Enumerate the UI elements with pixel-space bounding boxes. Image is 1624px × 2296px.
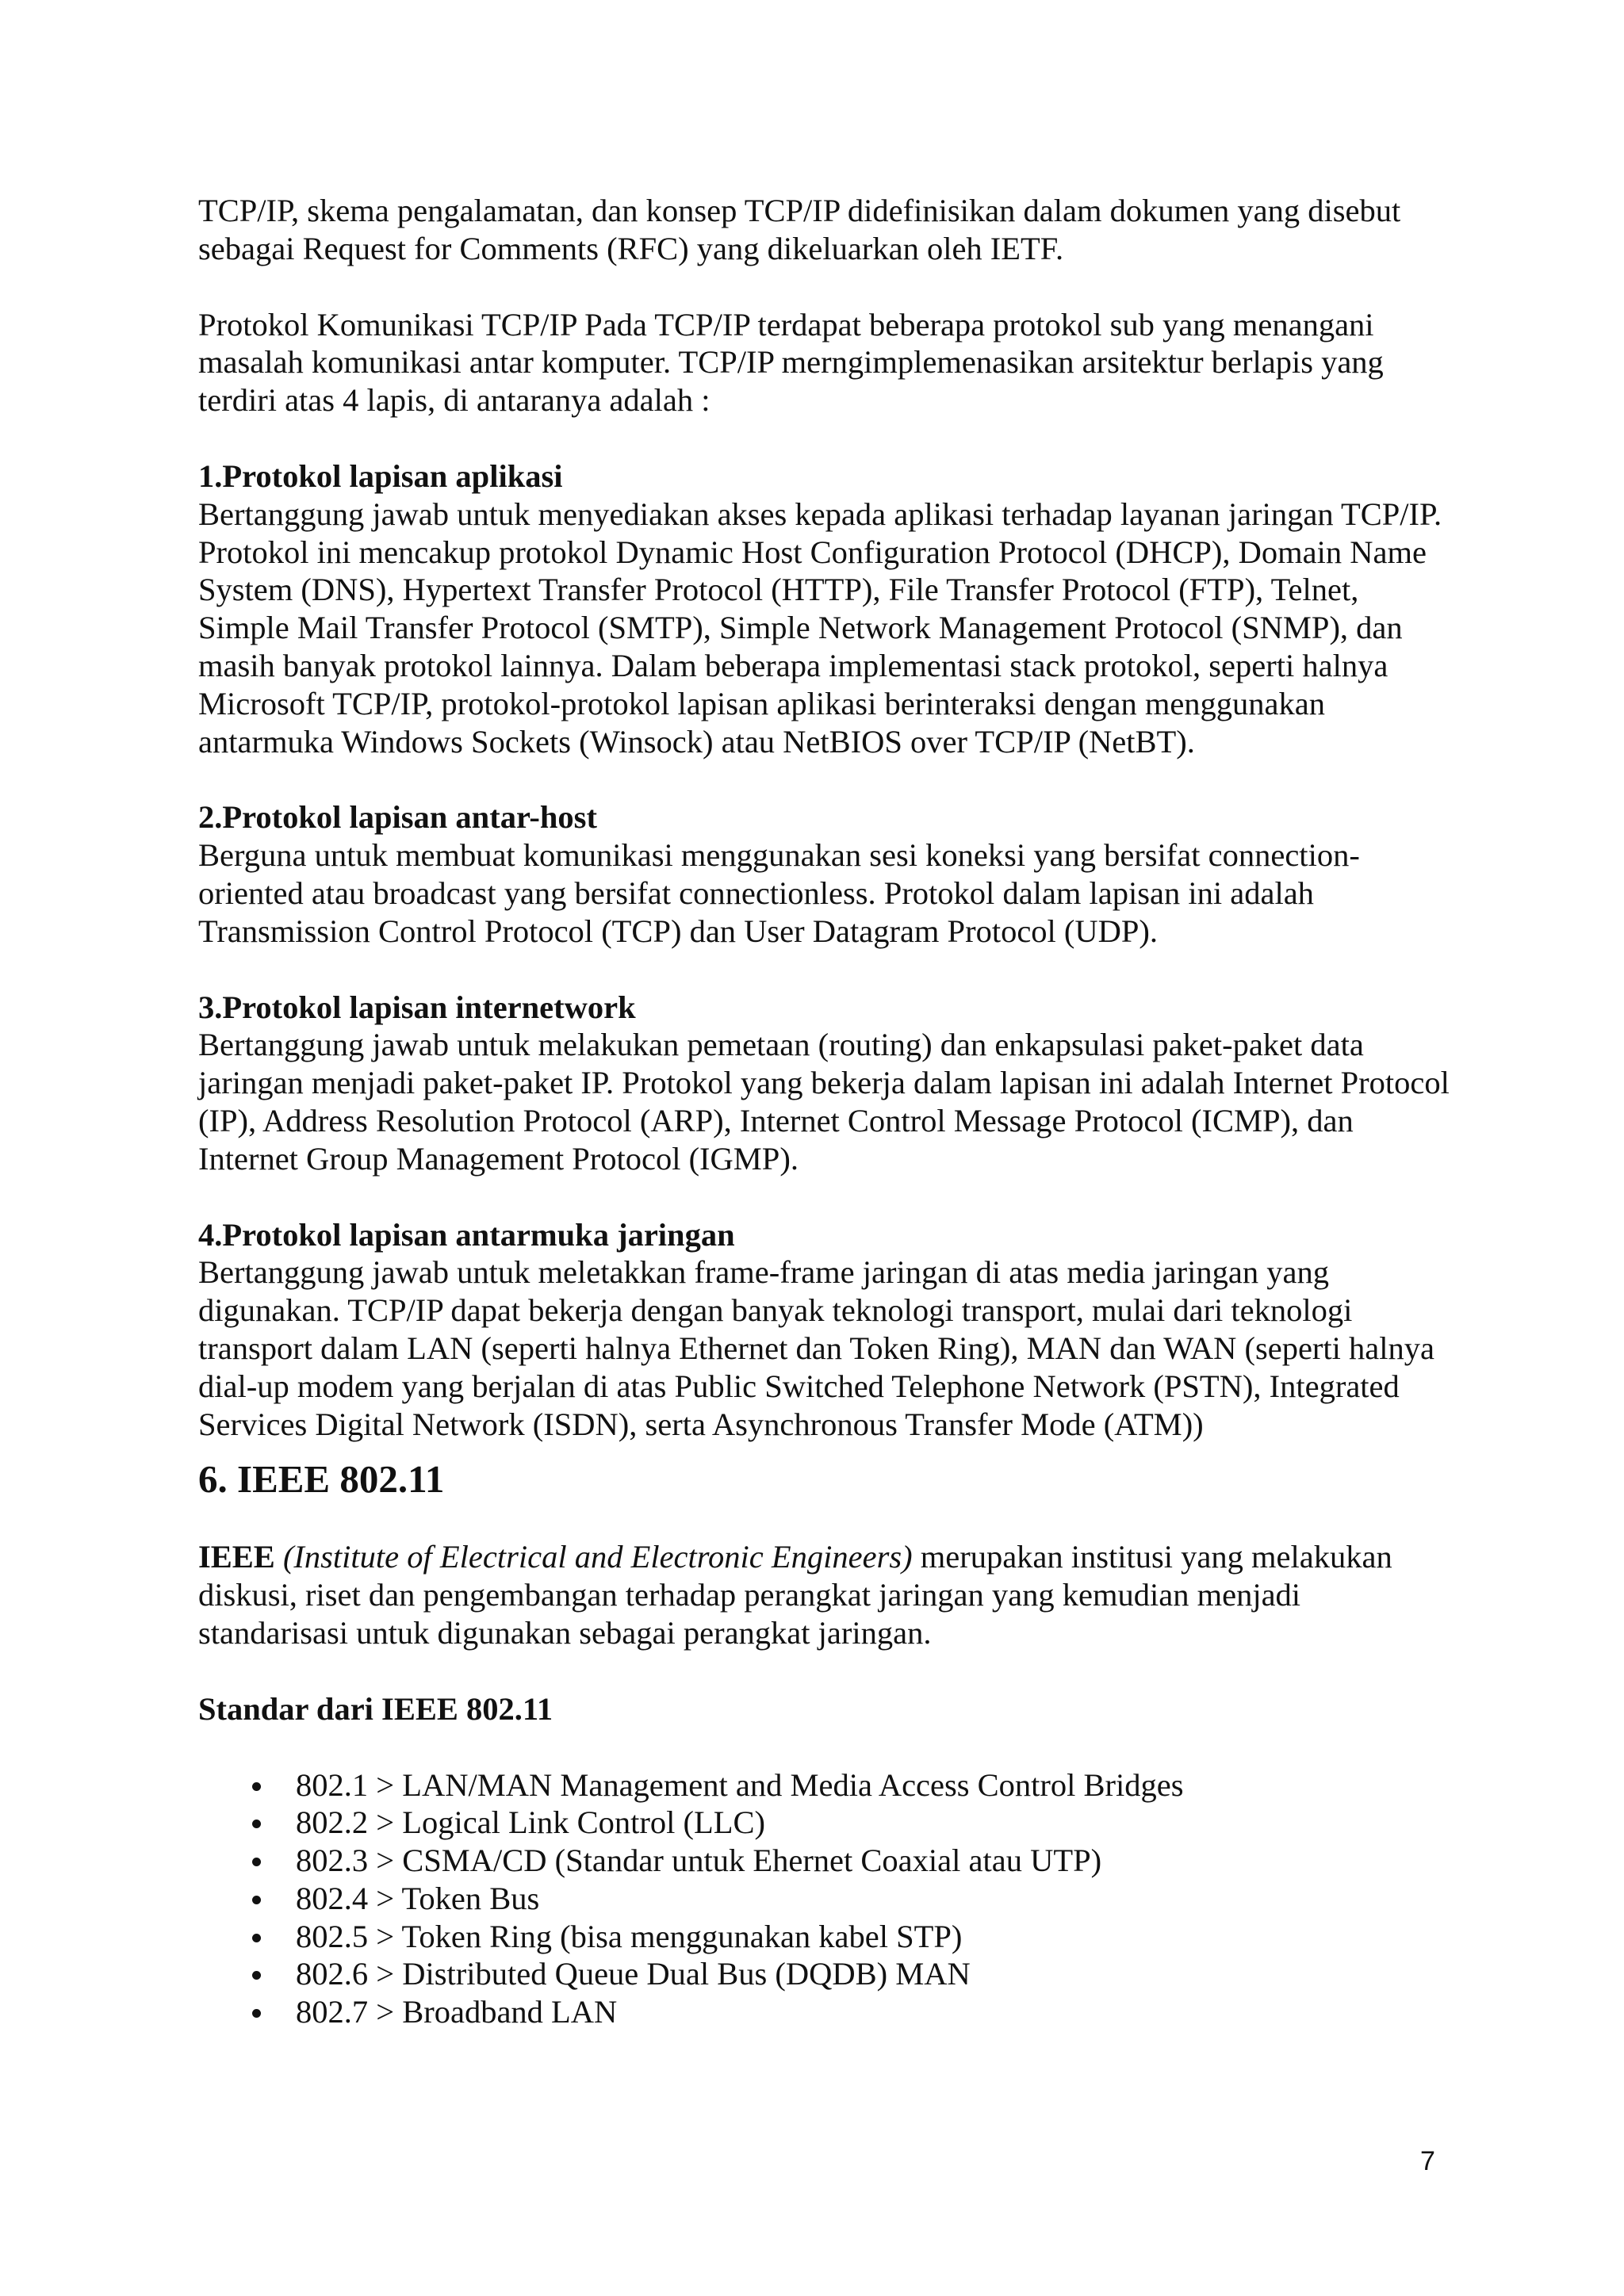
bullet-icon (252, 1782, 261, 1791)
list-item-text: 802.7 > Broadband LAN (296, 1994, 618, 2030)
list-item-text: 802.3 > CSMA/CD (Standar untuk Ehernet Coaxial atau UTP) (296, 1843, 1102, 1879)
bullet-icon (252, 1934, 261, 1942)
layer-title: 1.Protokol lapisan aplikasi (198, 457, 563, 494)
section-heading: 6. IEEE 802.11 (198, 1457, 445, 1502)
list-item (198, 1918, 1451, 1956)
ieee-description: merupakan institusi yang melakukan diskusi, riset dan pengembangan terhadap perangkat jaringan yang kemudian menjadi standarisasi untuk digunakan sebagai perangkat jaringan. (198, 1539, 1392, 1651)
layer-section-1 (198, 457, 1451, 760)
list-item (198, 1880, 1451, 1918)
ieee-term: IEEE (198, 1539, 275, 1575)
layer-body: Bertanggung jawab untuk meletakkan frame-frame jaringan di atas media jaringan yang digunakan. TCP/IP dapat bekerja dengan banyak teknologi transport, mulai dari teknologi transport dalam LAN (seperti halnya Ethernet dan Token Ring), MAN dan WAN (seperti halnya dial-up modem yang berjalan di atas Public Switched Telephone Network (PSTN), Integrated Services Digital Network (ISDN), serta Asynchronous Transfer Mode (ATM)) (198, 1254, 1434, 1442)
bullet-icon (252, 1896, 261, 1904)
list-item (198, 1804, 1451, 1842)
layer-title: 3.Protokol lapisan internetwork (198, 989, 636, 1025)
ieee-expansion: (Institute of Electrical and Electronic Engineers) (282, 1539, 913, 1575)
list-item (198, 1842, 1451, 1880)
intro-paragraph-2: Protokol Komunikasi TCP/IP Pada TCP/IP terdapat beberapa protokol sub yang menangani masalah komunikasi antar komputer. TCP/IP merngimplemenasikan arsitektur berlapis yang terdiri atas 4 lapis, di antaranya adalah : (198, 306, 1384, 419)
list-item-text: 802.1 > LAN/MAN Management and Media Access Control Bridges (296, 1766, 1184, 1803)
layer-section-3 (198, 989, 1451, 1178)
list-item (198, 1955, 1451, 1993)
list-item-text: 802.6 > Distributed Queue Dual Bus (DQDB) MAN (296, 1956, 971, 1992)
bullet-icon (252, 1971, 261, 1980)
standards-list (198, 1766, 1451, 2032)
layer-body: Berguna untuk membuat komunikasi menggunakan sesi koneksi yang bersifat connection-oriented atau broadcast yang bersifat connectionless. Protokol dalam lapisan ini adalah Transmission Control Protocol (TCP) dan User Datagram Protocol (UDP). (198, 837, 1360, 949)
document-page (198, 192, 1451, 2031)
list-item-text: 802.2 > Logical Link Control (LLC) (296, 1804, 765, 1841)
ieee-paragraph (198, 1538, 1451, 1651)
standards-heading: Standar dari IEEE 802.11 (198, 1690, 553, 1727)
layer-section-4 (198, 1216, 1451, 1444)
list-item-text: 802.5 > Token Ring (bisa menggunakan kabel STP) (296, 1918, 963, 1954)
layer-title: 4.Protokol lapisan antarmuka jaringan (198, 1216, 735, 1253)
layer-title: 2.Protokol lapisan antar-host (198, 799, 597, 836)
layer-section-2 (198, 798, 1451, 950)
list-item-text: 802.4 > Token Bus (296, 1880, 540, 1916)
list-item (198, 1766, 1451, 1804)
bullet-icon (252, 1858, 261, 1866)
layer-body: Bertanggung jawab untuk menyediakan akses kepada aplikasi terhadap layanan jaringan TCP/IP. Protokol ini mencakup protokol Dynamic Host Configuration Protocol (DHCP), Domain Name System (DNS), Hypertext Transfer Protocol (HTTP), File Transfer Protocol (FTP), Telnet, Simple Mail Transfer Protocol (SMTP), Simple Network Management Protocol (SNMP), dan masih banyak protokol lainnya. Dalam beberapa implementasi stack protokol, seperti halnya Microsoft TCP/IP, protokol-protokol lapisan aplikasi berinteraksi dengan menggunakan antarmuka Windows Sockets (Winsock) atau NetBIOS over TCP/IP (NetBT). (198, 496, 1442, 760)
bullet-icon (252, 1820, 261, 1828)
intro-paragraph-1: TCP/IP, skema pengalamatan, dan konsep TCP/IP didefinisikan dalam dokumen yang disebut sebagai Request for Comments (RFC) yang dikeluarkan oleh IETF. (198, 193, 1401, 266)
list-item (198, 1993, 1451, 2031)
layer-body: Bertanggung jawab untuk melakukan pemetaan (routing) dan enkapsulasi paket-paket data jaringan menjadi paket-paket IP. Protokol yang bekerja dalam lapisan ini adalah Internet Protocol (IP), Address Resolution Protocol (ARP), Internet Control Message Protocol (ICMP), dan Internet Group Management Protocol (IGMP). (198, 1027, 1450, 1177)
page-number: 7 (1420, 2146, 1435, 2176)
bullet-icon (252, 2009, 261, 2018)
